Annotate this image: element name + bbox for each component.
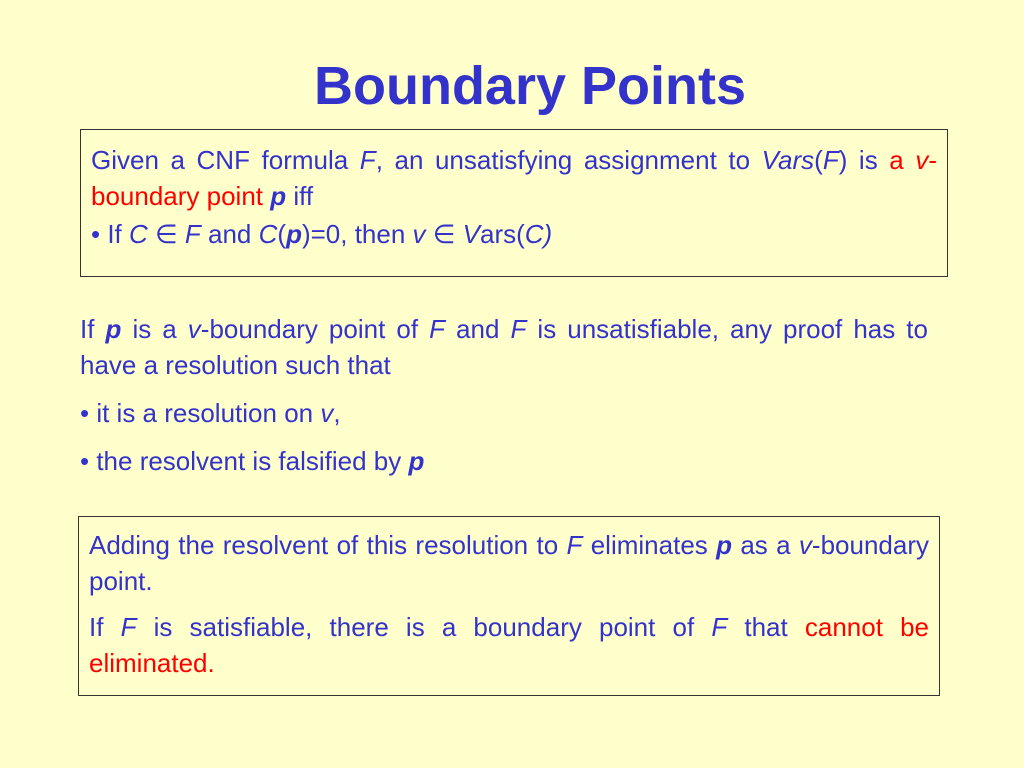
bullet-resolution-on-v (80, 395, 928, 431)
a-v: v (798, 530, 812, 560)
def-red-v: v (915, 145, 929, 175)
l1-if: If (80, 314, 106, 344)
l1-rest: is unsatisfiable, any proof has to have a resolution such that (80, 314, 928, 380)
explanation-paragraph (80, 311, 928, 383)
def-red-a: a (877, 145, 916, 175)
l1-bp: -boundary point of (200, 314, 430, 344)
a-text: Adding the resolvent of this resolution to (89, 530, 567, 560)
b-red: cannot be eliminated. (89, 612, 929, 678)
b2-p: p (408, 446, 425, 476)
l1-isa: is a (121, 314, 188, 344)
a-p: p (716, 530, 732, 560)
l1-p: p (105, 314, 122, 344)
def-p: p (270, 181, 287, 211)
def-open: ( (814, 145, 823, 175)
b1-v: v (320, 398, 334, 428)
elimination-text (89, 527, 929, 599)
b-F2: F (711, 612, 728, 642)
resolution-explanation (80, 311, 928, 479)
cond-C3: C (524, 219, 544, 249)
cond-open: ( (277, 219, 287, 249)
def-close-is: ) is (838, 145, 878, 175)
def-F2: F (822, 145, 839, 175)
cond-bullet-if: • If (91, 219, 129, 249)
def-F: F (359, 145, 376, 175)
elimination-box (78, 516, 940, 696)
cond-C: C (129, 219, 148, 249)
cond-V: V (462, 219, 480, 249)
a-F: F (566, 530, 583, 560)
l1-F: F (429, 314, 445, 344)
b-if: If (89, 612, 121, 642)
def-comma: , an unsatisfying assignment to (375, 145, 751, 175)
a-elim: eliminates (582, 530, 717, 560)
b-sat: is satisfiable, there is a boundary point of (136, 612, 712, 642)
def-vars: Vars (761, 145, 815, 175)
cond-F: F (184, 219, 201, 249)
cond-in2: ∈ (425, 219, 463, 249)
cond-p: p (286, 219, 302, 249)
cond-C2: C (258, 219, 278, 249)
b2-text: • the resolvent is falsified by (80, 446, 409, 476)
def-red-bp: -boundary point (91, 145, 937, 211)
satisfiable-text (89, 609, 929, 681)
l1-and: and (444, 314, 511, 344)
cond-ars: ars( (479, 219, 525, 249)
definition-text (91, 142, 937, 214)
def-iff: iff (286, 181, 314, 211)
condition-line (91, 216, 937, 252)
b-that: that (727, 612, 805, 642)
b1-text: • it is a resolution on (80, 398, 321, 428)
a-asa: as a (732, 530, 799, 560)
def-given: Given a CNF formula (91, 145, 349, 175)
cond-v: v (412, 219, 426, 249)
l1-F2: F (510, 314, 527, 344)
cond-in1: ∈ (147, 219, 185, 249)
definition-box (80, 129, 948, 277)
bullet-falsified-by-p (80, 443, 928, 479)
b-F: F (120, 612, 137, 642)
slide-title: Boundary Points (313, 56, 747, 116)
b1-comma: , (333, 398, 341, 428)
l1-v: v (187, 314, 201, 344)
cond-eq: )=0, then (301, 219, 413, 249)
cond-close: ) (543, 219, 553, 249)
cond-and: and (200, 219, 259, 249)
a-bp: -boundary point. (89, 530, 929, 596)
